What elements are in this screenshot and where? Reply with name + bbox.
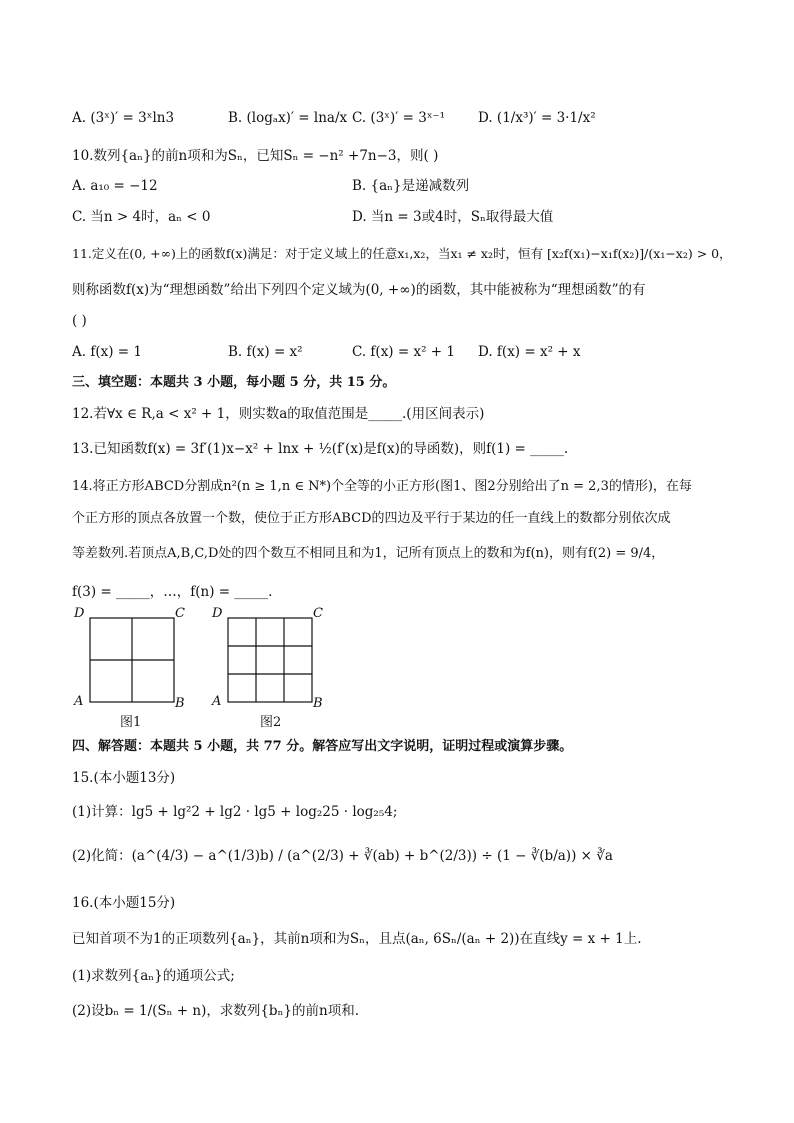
q14-line-1: 14.将正方形ABCD分割成n²(n ≥ 1,n ∈ N*)个全等的小正方形(图1、图2分别给出了n = 2,3的情形)，在每	[72, 479, 692, 494]
q15-part-2: (2)化简：(a^(4/3) − a^(1/3)b) / (a^(2/3) + ∛(ab) + b^(2/3)) ÷ (1 − ∛(b/a)) × ∛a	[72, 848, 613, 864]
q12: 12.若∀x ∈ R,a < x² + 1，则实数a的取值范围是_____.(用区间表示)	[72, 406, 485, 422]
q10-option-d: D. 当n = 3或4时，Sₙ取得最大值	[352, 209, 554, 225]
figure-2-label-c: C	[313, 606, 323, 621]
q11-line-2: 则称函数f(x)为“理想函数”给出下列四个定义域为(0, +∞)的函数，其中能被称为“理想函数”的有	[72, 282, 646, 298]
section-3-heading: 三、填空题：本题共 3 小题，每小题 5 分，共 15 分。	[72, 375, 396, 390]
q11-option-b: B. f(x) = x²	[228, 344, 303, 360]
q9-option-b: B. (logₐx)′ = lna/x	[228, 110, 348, 126]
q13: 13.已知函数f(x) = 3f′(1)x−x² + lnx + ½(f′(x)是f(x)的导函数)，则f(1) = _____.	[72, 441, 569, 457]
q16-part-2: (2)设bₙ = 1/(Sₙ + n)，求数列{bₙ}的前n项和.	[72, 1003, 359, 1019]
figure-1-label-b: B	[175, 696, 185, 711]
figure-2-label-a: A	[212, 694, 222, 709]
q15-part-1: (1)计算：lg5 + lg²2 + lg2 · lg5 + log₂25 · log₂₅4;	[72, 804, 398, 820]
q16-heading: 16.(本小题15分)	[72, 895, 176, 911]
q11-option-d: D. f(x) = x² + x	[478, 344, 581, 360]
q9-option-c: C. (3ˣ)′ = 3ˣ⁻¹	[352, 110, 446, 126]
q10-stem: 10.数列{aₙ}的前n项和为Sₙ，已知Sₙ = −n² +7n−3，则( )	[72, 148, 439, 164]
q16-part-1: (1)求数列{aₙ}的通项公式;	[72, 968, 235, 984]
q16-stem: 已知首项不为1的正项数列{aₙ}，其前n项和为Sₙ，且点(aₙ, 6Sₙ/(aₙ + 2))在直线y = x + 1上.	[72, 931, 642, 947]
q10-option-c: C. 当n > 4时，aₙ < 0	[72, 209, 211, 225]
figure-2-label-d: D	[212, 606, 223, 621]
figure-1-label-d: D	[74, 606, 85, 621]
figure-2	[212, 604, 332, 732]
q11-option-a: A. f(x) = 1	[72, 344, 142, 360]
figure-2-caption: 图2	[260, 715, 282, 730]
q9-option-d: D. (1/x³)′ = 3·1/x²	[478, 110, 596, 126]
q14-line-4: f(3) = _____，…，f(n) = _____.	[72, 584, 273, 600]
q9-option-a: A. (3ˣ)′ = 3ˣln3	[72, 110, 175, 126]
q11-line-3: ( )	[72, 313, 87, 329]
q10-option-a: A. a₁₀ = −12	[72, 178, 158, 194]
figure-1-label-a: A	[74, 694, 84, 709]
q14-line-2: 个正方形的顶点各放置一个数，使位于正方形ABCD的四边及平行于某边的任一直线上的数都分别依次成	[72, 511, 671, 526]
figure-1-label-c: C	[175, 606, 185, 621]
q11-line-1: 11.定义在(0, +∞)上的函数f(x)满足：对于定义域上的任意x₁,x₂，当x₁ ≠ x₂时，恒有 [x₂f(x₁)−x₁f(x₂)]/(x₁−x₂) > 0，	[72, 246, 732, 261]
q10-option-b: B. {aₙ}是递减数列	[352, 178, 470, 194]
figure-1-caption: 图1	[120, 715, 142, 730]
section-4-heading: 四、解答题：本题共 5 小题，共 77 分。解答应写出文字说明，证明过程或演算步骤。	[72, 739, 573, 754]
q11-option-c: C. f(x) = x² + 1	[352, 344, 455, 360]
figure-2-label-b: B	[313, 696, 323, 711]
q14-line-3: 等差数列.若顶点A,B,C,D处的四个数互不相同且和为1，记所有顶点上的数和为f(n)，则有f(2) = 9/4，	[72, 546, 665, 561]
q15-heading: 15.(本小题13分)	[72, 770, 176, 786]
figure-1	[74, 604, 194, 732]
